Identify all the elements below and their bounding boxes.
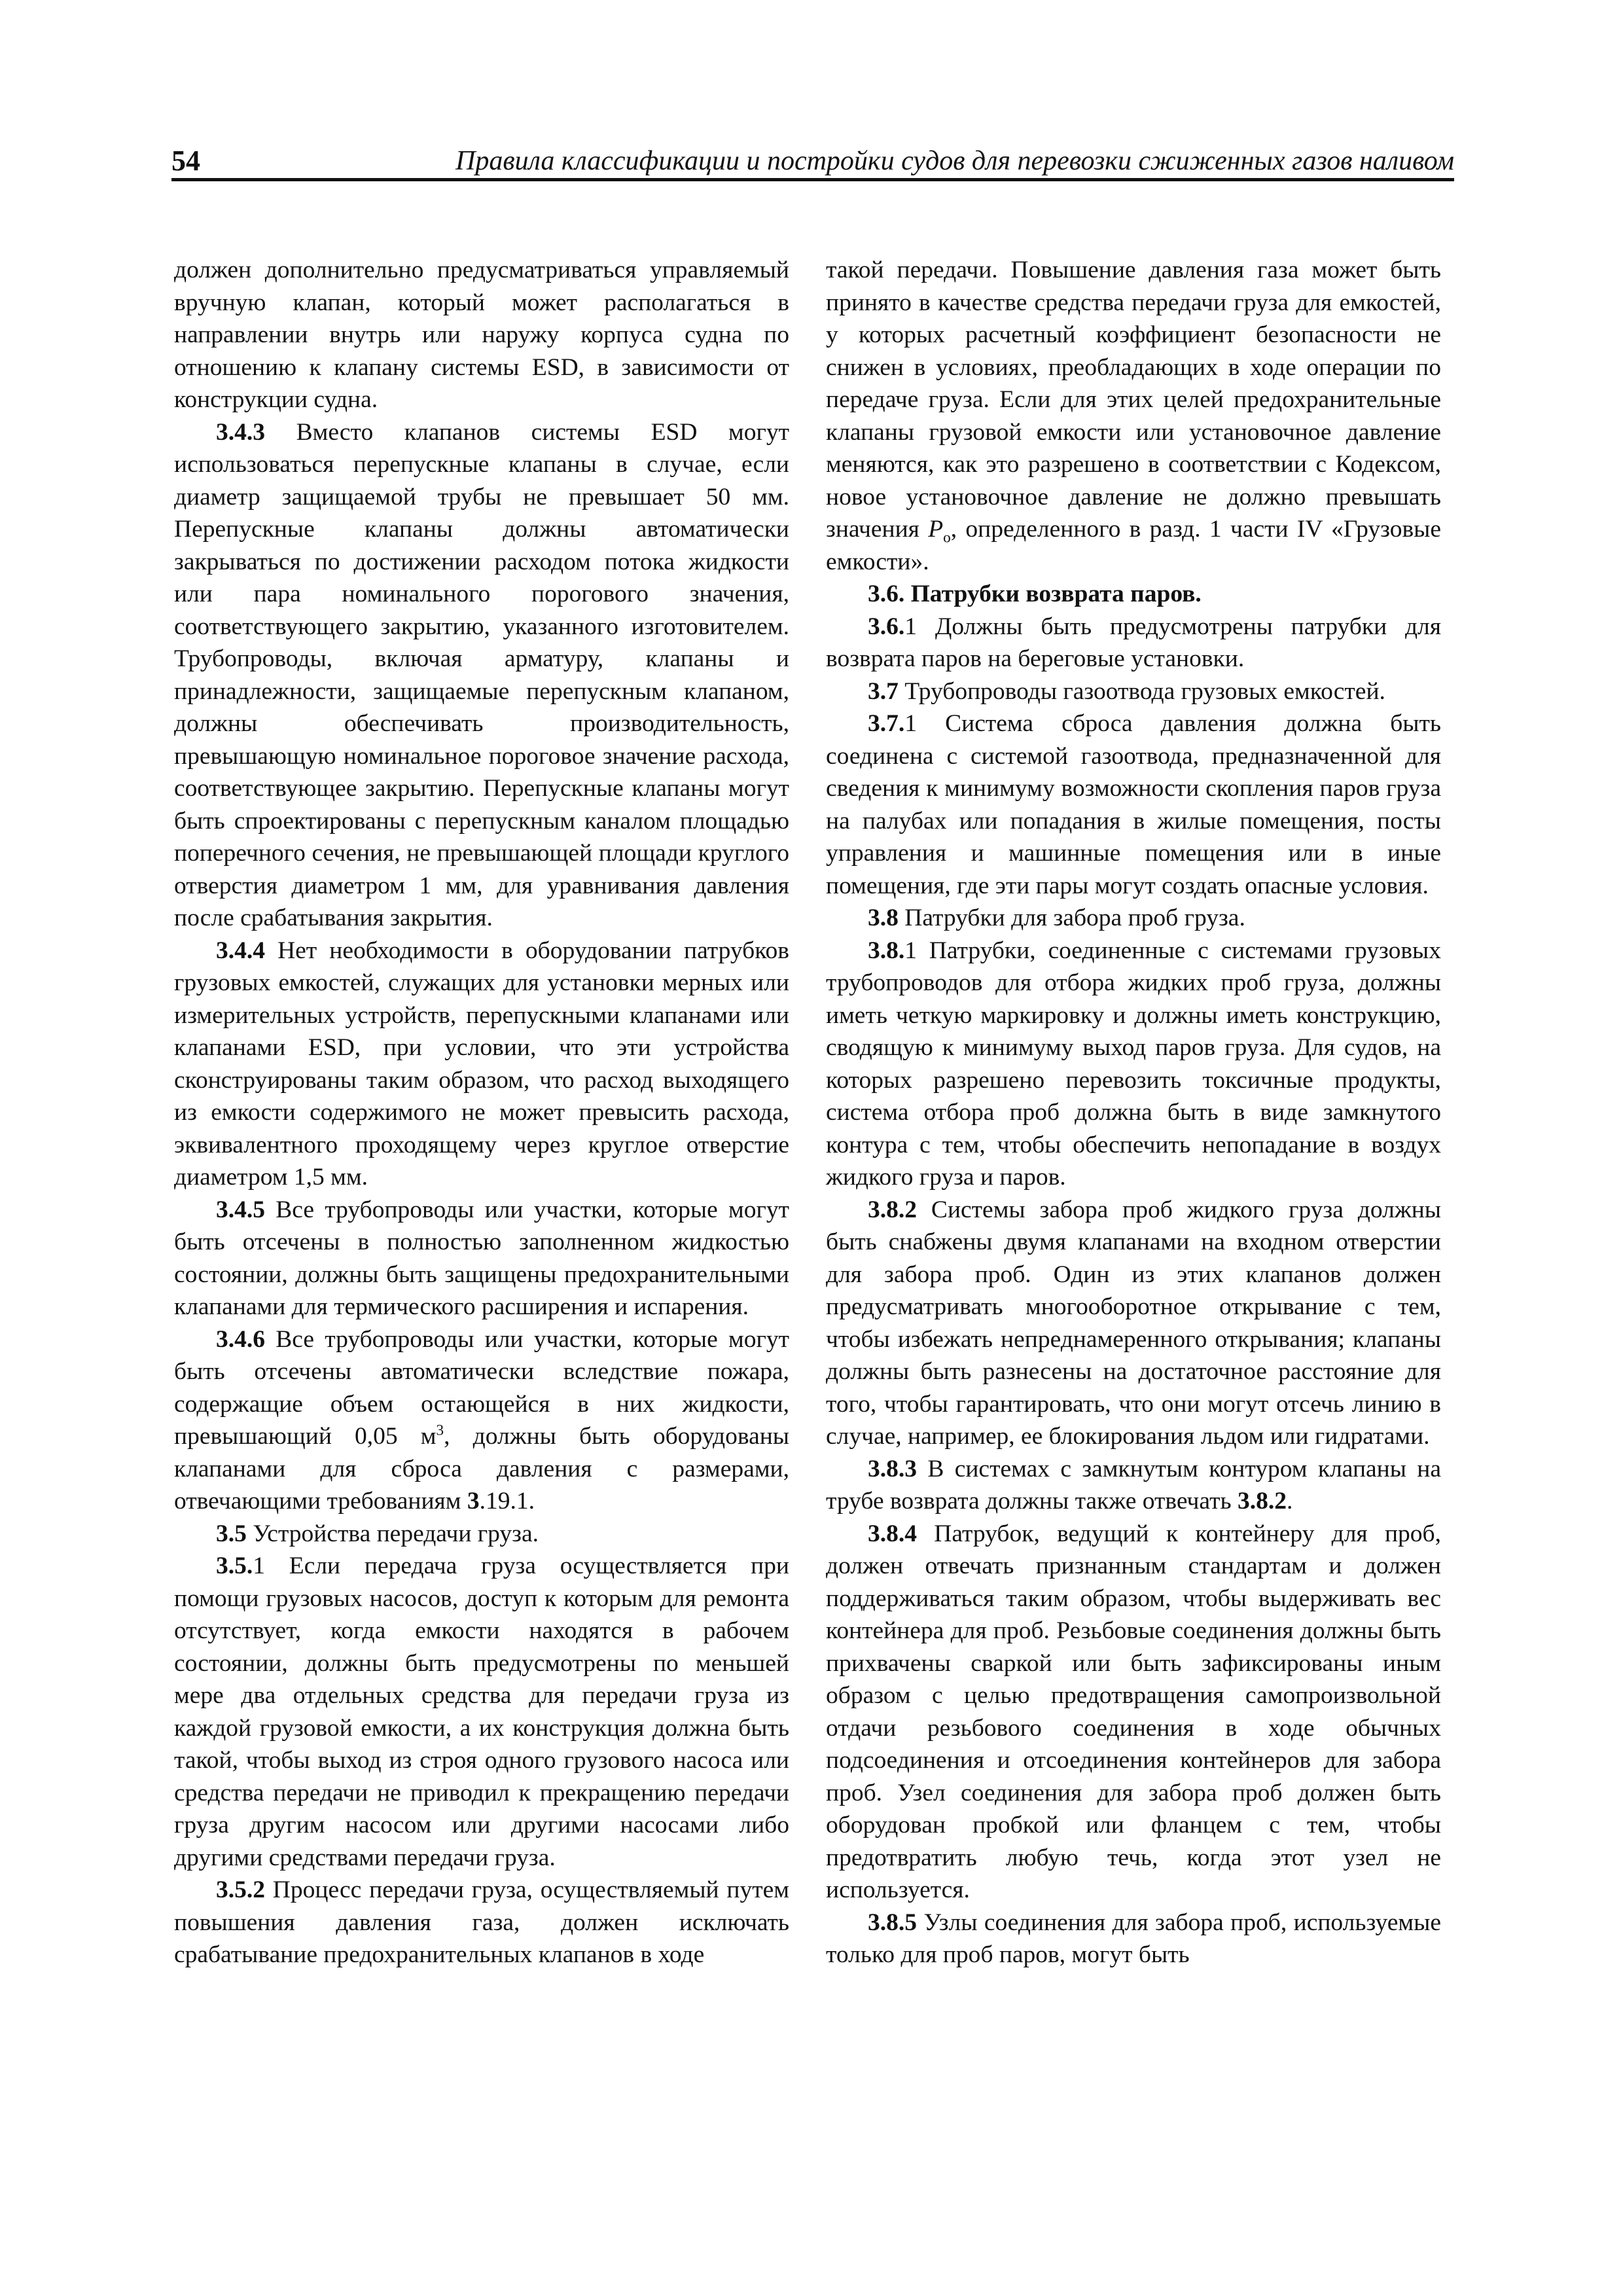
clause-text: Система сброса давления должна быть соединена с системой газоотвода, предназначенной для сведения к минимуму возможности скопления паров груза на палубах или попадания в жилые помещения, посты управления и машинные помещения или в иные помещения, где эти пары могут создать опасные условия. bbox=[826, 710, 1441, 899]
clause-3-8-5 bbox=[826, 1907, 1441, 1971]
page-number: 54 bbox=[171, 145, 200, 177]
superscript: 3 bbox=[436, 1422, 444, 1439]
clause-number-tail: 1 bbox=[904, 937, 917, 964]
clause-number: 3.8.2 bbox=[868, 1196, 917, 1223]
clause-number: 3.8.5 bbox=[868, 1909, 917, 1936]
reference-number: 3.8.2 bbox=[1237, 1488, 1287, 1515]
clause-number-tail: 1 bbox=[904, 613, 917, 640]
clause-number: 3.7. bbox=[868, 710, 905, 737]
clause-3-8-1 bbox=[826, 935, 1441, 1194]
clause-text: Патрубки, соединенные с системами грузовых трубопроводов для отбора жидких проб груза, должны иметь четкую маркировку и должны иметь конструкцию, сводящую к минимуму выход паров груза. Для судов, на которых разрешено перевозить токсичные продукты, система отбора проб должна быть в виде замкнутого контура с тем, чтобы обеспечить непопадание в воздух жидкого груза и паров. bbox=[826, 937, 1441, 1191]
clause-3-8-3: 3.8.3 В системах с замкнутым контуром клапаны на трубе возврата должны также отвечать 3.8.2. bbox=[826, 1455, 1441, 1515]
clause-text: Вместо клапанов системы ESD могут использоваться перепускные клапаны в случае, если диаметр защищаемой трубы не превышает 50 мм. Перепускные клапаны должны автоматически закрываться по достижении расходом потока жидкости или пара номинального порогового значения, соответствующего закрытию, указанного изготовителем. Трубопроводы, включая арматуру, клапаны и принадлежности, защищаемые перепускным клапаном, должны обеспечивать производительность, превышающую номинальное пороговое значение расхода, соответствующее закрытию. Перепускные клапаны могут быть спроектированы с перепускным каналом площадью поперечного сечения, не превышающей площади круглого отверстия диаметром 1 мм, для уравнивания давления после срабатывания закрытия. bbox=[174, 418, 789, 931]
clause-number-tail: 1 bbox=[904, 710, 917, 737]
clause-text: Патрубок, ведущий к контейнеру для проб, должен отвечать признанным стандартам и должен поддерживаться таким образом, чтобы выдерживать вес контейнера для проб. Резьбовые соединения должны быть прихвачены сваркой или быть зафиксированы иным образом с целью предотвращения самопроизвольной отдачи резьбового соединения в ходе обычных подсоединения и отсоединения контейнеров для забора проб. Узел соединения для забора проб должен быть оборудован пробкой или фланцем с тем, чтобы предотвратить любую течь, когда этот узел не используется. bbox=[826, 1520, 1441, 1903]
section-title: Патрубки для забора проб груза. bbox=[898, 905, 1245, 931]
clause-text: Все трубопроводы или участки, которые могут быть отсечены в полностью заполненном жидкостью состоянии, должны быть защищены предохранительными клапанами для термического расширения и испарения. bbox=[174, 1196, 789, 1320]
section-number: 3.6. bbox=[868, 581, 905, 607]
section-heading-3-8 bbox=[826, 902, 1441, 935]
section-number: 3.8 bbox=[868, 905, 899, 931]
section-title: Патрубки возврата паров. bbox=[904, 581, 1202, 607]
clause-text: Нет необходимости в оборудовании патрубков грузовых емкостей, служащих для установки мерных или измерительных устройств, перепускными клапанами или клапанами ESD, при условии, что эти устройства сконструированы таким образом, что расход выходящего из емкости содержимого не может превысить расхода, эквивалентного проходящему через круглое отверстие диаметром 1,5 мм. bbox=[174, 937, 789, 1191]
section-heading-3-7 bbox=[826, 675, 1441, 708]
section-heading-3-6 bbox=[826, 578, 1441, 611]
clause-3-5-2 bbox=[174, 1874, 789, 1971]
clause-number: 3.8.4 bbox=[868, 1520, 917, 1547]
clause-text: , должны быть оборудованы клапанами для сброса давления с размерами, отвечающими требованиям bbox=[174, 1423, 789, 1515]
clause-text: Узлы соединения для забора проб, используемые только для проб паров, могут быть bbox=[826, 1909, 1441, 1968]
reference-rest: .19.1. bbox=[479, 1488, 535, 1515]
right-column bbox=[826, 254, 1441, 1971]
clause-text: Все трубопроводы или участки, которые могут быть отсечены автоматически вследствие пожара, содержащие объем остающейся в них жидкости, превышающий 0,05 м bbox=[174, 1325, 789, 1450]
clause-3-5-1 bbox=[174, 1550, 789, 1874]
clause-3-4-3 bbox=[174, 416, 789, 935]
clause-text: Системы забора проб жидкого груза должны быть снабжены двумя клапанами на входном отверстии для забора проб. Один из этих клапанов должен предусматривать многооборотное открывание с тем, чтобы избежать непреднамеренного открывания; клапаны должны быть разнесены на достаточное расстояние для того, чтобы гарантировать, что они могут отсечь линию в случае, например, ее блокирования льдом или гидратами. bbox=[826, 1196, 1441, 1450]
section-title: Устройства передачи груза. bbox=[246, 1520, 539, 1547]
section-number: 3.5 bbox=[216, 1520, 247, 1547]
clause-3-4-6 bbox=[174, 1323, 789, 1518]
clause-number: 3.4.5 bbox=[216, 1196, 265, 1223]
clause-number: 3.6. bbox=[868, 613, 905, 640]
clause-number: 3.4.6 bbox=[216, 1325, 265, 1353]
left-column bbox=[174, 254, 789, 1971]
clause-number: 3.4.4 bbox=[216, 937, 265, 964]
page-header bbox=[171, 144, 1454, 181]
clause-3-4-5 bbox=[174, 1194, 789, 1323]
clause-number: 3.8.3 bbox=[868, 1455, 917, 1482]
section-title: Трубопроводы газоотвода грузовых емкостей. bbox=[898, 677, 1385, 705]
clause-3-8-4 bbox=[826, 1518, 1441, 1907]
clause-text: Процесс передачи груза, осуществляемый путем повышения давления газа, должен исключать срабатывание предохранительных клапанов в ходе bbox=[174, 1876, 789, 1968]
reference-number: 3 bbox=[467, 1488, 480, 1515]
clause-3-8-2 bbox=[826, 1194, 1441, 1453]
clause-number: 3.5.2 bbox=[216, 1876, 265, 1903]
clause-3-7-1 bbox=[826, 708, 1441, 902]
paragraph-continuation: такой передачи. Повышение давления газа может быть принято в качестве средства передачи груза для емкостей, у которых расчетный коэффициент безопасности не снижен в условиях, преобладающих в ходе операции по передаче груза. Если для этих целей предохранительные клапаны грузовой емкости или установочное давление меняются, как это разрешено в соответствии с Кодексом, новое установочное давление не должно превышать значения $P_o$, определенного в разд. 1 части IV «Грузовые емкости». bbox=[826, 257, 1441, 575]
clause-3-6-1 bbox=[826, 611, 1441, 675]
running-title: Правила классификации и постройки судов для перевозки сжиженных газов наливом bbox=[455, 146, 1454, 176]
clause-text: Если передача груза осуществляется при помощи грузовых насосов, доступ к которым для ремонта отсутствует, когда емкости находятся в рабочем состоянии, должны быть предусмотрены по меньшей мере два отдельных средства для передачи груза из каждой грузовой емкости, а их конструкция должна быть такой, чтобы выход из строя одного грузового насоса или средства передачи не приводил к прекращению передачи груза другим насосом или другими насосами либо другими средствами передачи груза. bbox=[174, 1552, 789, 1871]
subscript: o bbox=[943, 529, 951, 547]
clause-number: 3.5. bbox=[216, 1552, 253, 1579]
paragraph-continuation: должен дополнительно предусматриваться управляемый вручную клапан, который может располагаться в направлении внутрь или наружу корпуса судна по отношению к клапану системы ESD, в зависимости от конструкции судна. bbox=[174, 257, 789, 413]
section-heading-3-5 bbox=[174, 1518, 789, 1551]
header-rule bbox=[171, 178, 1454, 181]
section-number: 3.7 bbox=[868, 677, 899, 705]
clause-3-4-4 bbox=[174, 935, 789, 1194]
variable-symbol: P bbox=[928, 516, 944, 543]
clause-number-tail: 1 bbox=[253, 1552, 265, 1579]
clause-number: 3.8. bbox=[868, 937, 905, 964]
clause-text: Должны быть предусмотрены патрубки для возврата паров на береговые установки. bbox=[826, 613, 1441, 672]
clause-text: В системах с замкнутым контуром клапаны на трубе возврата должны также отвечать bbox=[826, 1455, 1441, 1515]
clause-number: 3.4.3 bbox=[216, 418, 265, 446]
